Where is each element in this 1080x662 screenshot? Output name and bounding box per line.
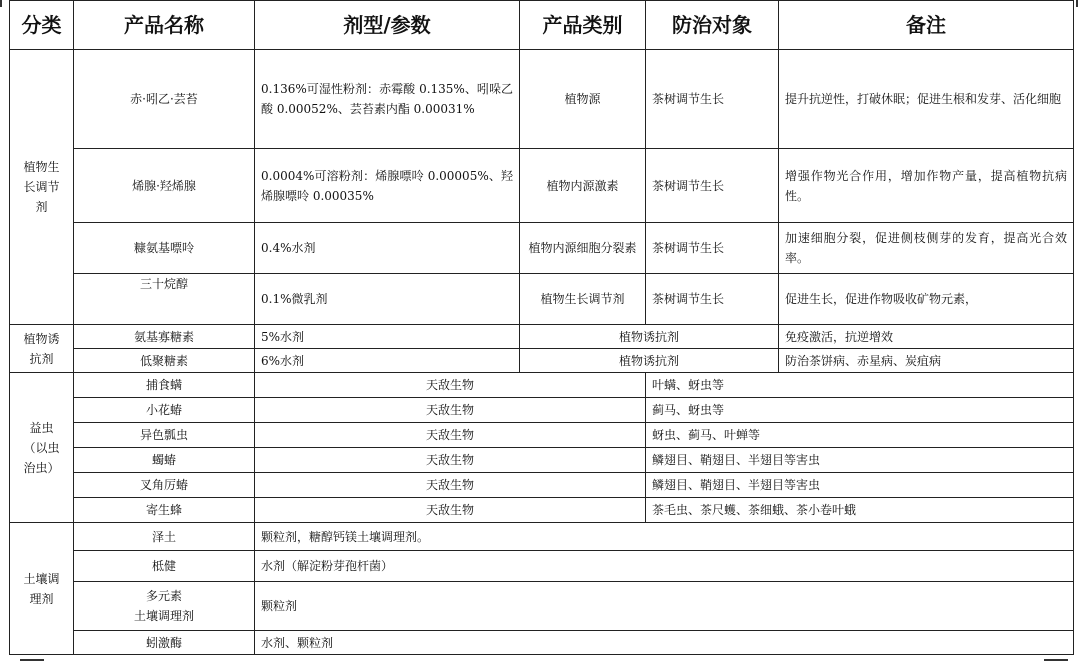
- table-row: [10, 149, 1074, 223]
- product-name: 赤·吲乙·芸苔: [74, 50, 255, 149]
- page-edge-bottom-left: [20, 659, 44, 661]
- header-row: [10, 1, 1074, 50]
- product-name: 柢健: [74, 551, 255, 582]
- product-name: 蚓激酶: [74, 631, 255, 655]
- product-type: 植物内源激素: [520, 149, 646, 223]
- formulation: 0.136%可湿性粉剂：赤霉酸 0.135%、吲哚乙酸 0.00052%、芸苔素内酯 0.00031%: [255, 50, 520, 149]
- table-row: [10, 325, 1074, 349]
- product-desc: 颗粒剂: [255, 582, 1074, 631]
- header-remark: 备注: [779, 1, 1074, 50]
- product-name: 叉角厉蝽: [74, 473, 255, 498]
- formulation: 5%水剂: [255, 325, 520, 349]
- product-desc: 天敌生物: [255, 448, 646, 473]
- target: 茶树调节生长: [646, 223, 779, 274]
- section-inducer: 植物诱 抗剂: [10, 325, 74, 373]
- product-desc: 颗粒剂，糖醇钙镁土壤调理剂。: [255, 523, 1074, 551]
- remark: 防治茶饼病、赤星病、炭疽病: [779, 349, 1074, 373]
- target: 茶树调节生长: [646, 50, 779, 149]
- table-row: [10, 223, 1074, 274]
- product-name: 小花蝽: [74, 398, 255, 423]
- table-row: [10, 448, 1074, 473]
- target: 鳞翅目、鞘翅目、半翅目等害虫: [646, 473, 1074, 498]
- target: 鳞翅目、鞘翅目、半翅目等害虫: [646, 448, 1074, 473]
- product-desc: 天敌生物: [255, 498, 646, 523]
- product-type-target: 植物诱抗剂: [520, 325, 779, 349]
- target: 茶树调节生长: [646, 149, 779, 223]
- product-name: 三十烷醇: [74, 274, 255, 325]
- product-name: 氨基寡糖素: [74, 325, 255, 349]
- target: 蚜虫、蓟马、叶蝉等: [646, 423, 1074, 448]
- product-type-target: 植物诱抗剂: [520, 349, 779, 373]
- section-soil: 土壤调 理剂: [10, 523, 74, 655]
- header-product-type: 产品类别: [520, 1, 646, 50]
- product-desc: 天敌生物: [255, 398, 646, 423]
- header-formulation: 剂型/参数: [255, 1, 520, 50]
- page-edge-top-left: [0, 0, 2, 7]
- table-row: [10, 498, 1074, 523]
- product-desc: 天敌生物: [255, 473, 646, 498]
- formulation: 0.0004%可溶粉剂：烯腺嘌呤 0.00005%、羟烯腺嘌呤 0.00035%: [255, 149, 520, 223]
- target: 茶毛虫、茶尺蠖、茶细蛾、茶小卷叶蛾: [646, 498, 1074, 523]
- product-name: 多元素 土壤调理剂: [74, 582, 255, 631]
- product-type: 植物源: [520, 50, 646, 149]
- product-name: 蠋蝽: [74, 448, 255, 473]
- table-row: [10, 551, 1074, 582]
- table-row: [10, 274, 1074, 325]
- product-name: 烯腺·羟烯腺: [74, 149, 255, 223]
- remark: 加速细胞分裂，促进侧枝侧芽的发育，提高光合效率。: [779, 223, 1074, 274]
- remark: 增强作物光合作用，增加作物产量，提高植物抗病性。: [779, 149, 1074, 223]
- formulation: 6%水剂: [255, 349, 520, 373]
- remark: 免疫激活，抗逆增效: [779, 325, 1074, 349]
- table-row: [10, 582, 1074, 631]
- product-name: 异色瓢虫: [74, 423, 255, 448]
- product-desc: 水剂（解淀粉芽孢杆菌）: [255, 551, 1074, 582]
- header-target: 防治对象: [646, 1, 779, 50]
- target: 茶树调节生长: [646, 274, 779, 325]
- remark: 提升抗逆性，打破休眠；促进生根和发芽、活化细胞: [779, 50, 1074, 149]
- section-predator: 益虫 （以虫 治虫）: [10, 373, 74, 523]
- table-row: [10, 349, 1074, 373]
- product-desc: 水剂、颗粒剂: [255, 631, 1074, 655]
- formulation: 0.1%微乳剂: [255, 274, 520, 325]
- table-row: [10, 50, 1074, 149]
- target: 叶螨、蚜虫等: [646, 373, 1074, 398]
- product-desc: 天敌生物: [255, 373, 646, 398]
- section-growth-regulator: 植物生 长调节 剂: [10, 50, 74, 325]
- table-row: [10, 423, 1074, 448]
- product-name: 泽土: [74, 523, 255, 551]
- header-category: 分类: [10, 1, 74, 50]
- table-row: [10, 523, 1074, 551]
- target: 蓟马、蚜虫等: [646, 398, 1074, 423]
- table-row: [10, 398, 1074, 423]
- remark: 促进生长，促进作物吸收矿物元素，: [779, 274, 1074, 325]
- product-name: 低聚糖素: [74, 349, 255, 373]
- formulation: 0.4%水剂: [255, 223, 520, 274]
- header-product-name: 产品名称: [74, 1, 255, 50]
- table-row: [10, 631, 1074, 655]
- table-row: [10, 473, 1074, 498]
- product-type: 植物生长调节剂: [520, 274, 646, 325]
- table-row: [10, 373, 1074, 398]
- product-type: 植物内源细胞分裂素: [520, 223, 646, 274]
- page-edge-bottom-right: [1044, 659, 1068, 661]
- product-name: 糠氨基嘌呤: [74, 223, 255, 274]
- product-desc: 天敌生物: [255, 423, 646, 448]
- product-table: [9, 0, 1074, 655]
- page-edge-top-right: [1076, 0, 1078, 7]
- product-name: 捕食螨: [74, 373, 255, 398]
- product-name: 寄生蜂: [74, 498, 255, 523]
